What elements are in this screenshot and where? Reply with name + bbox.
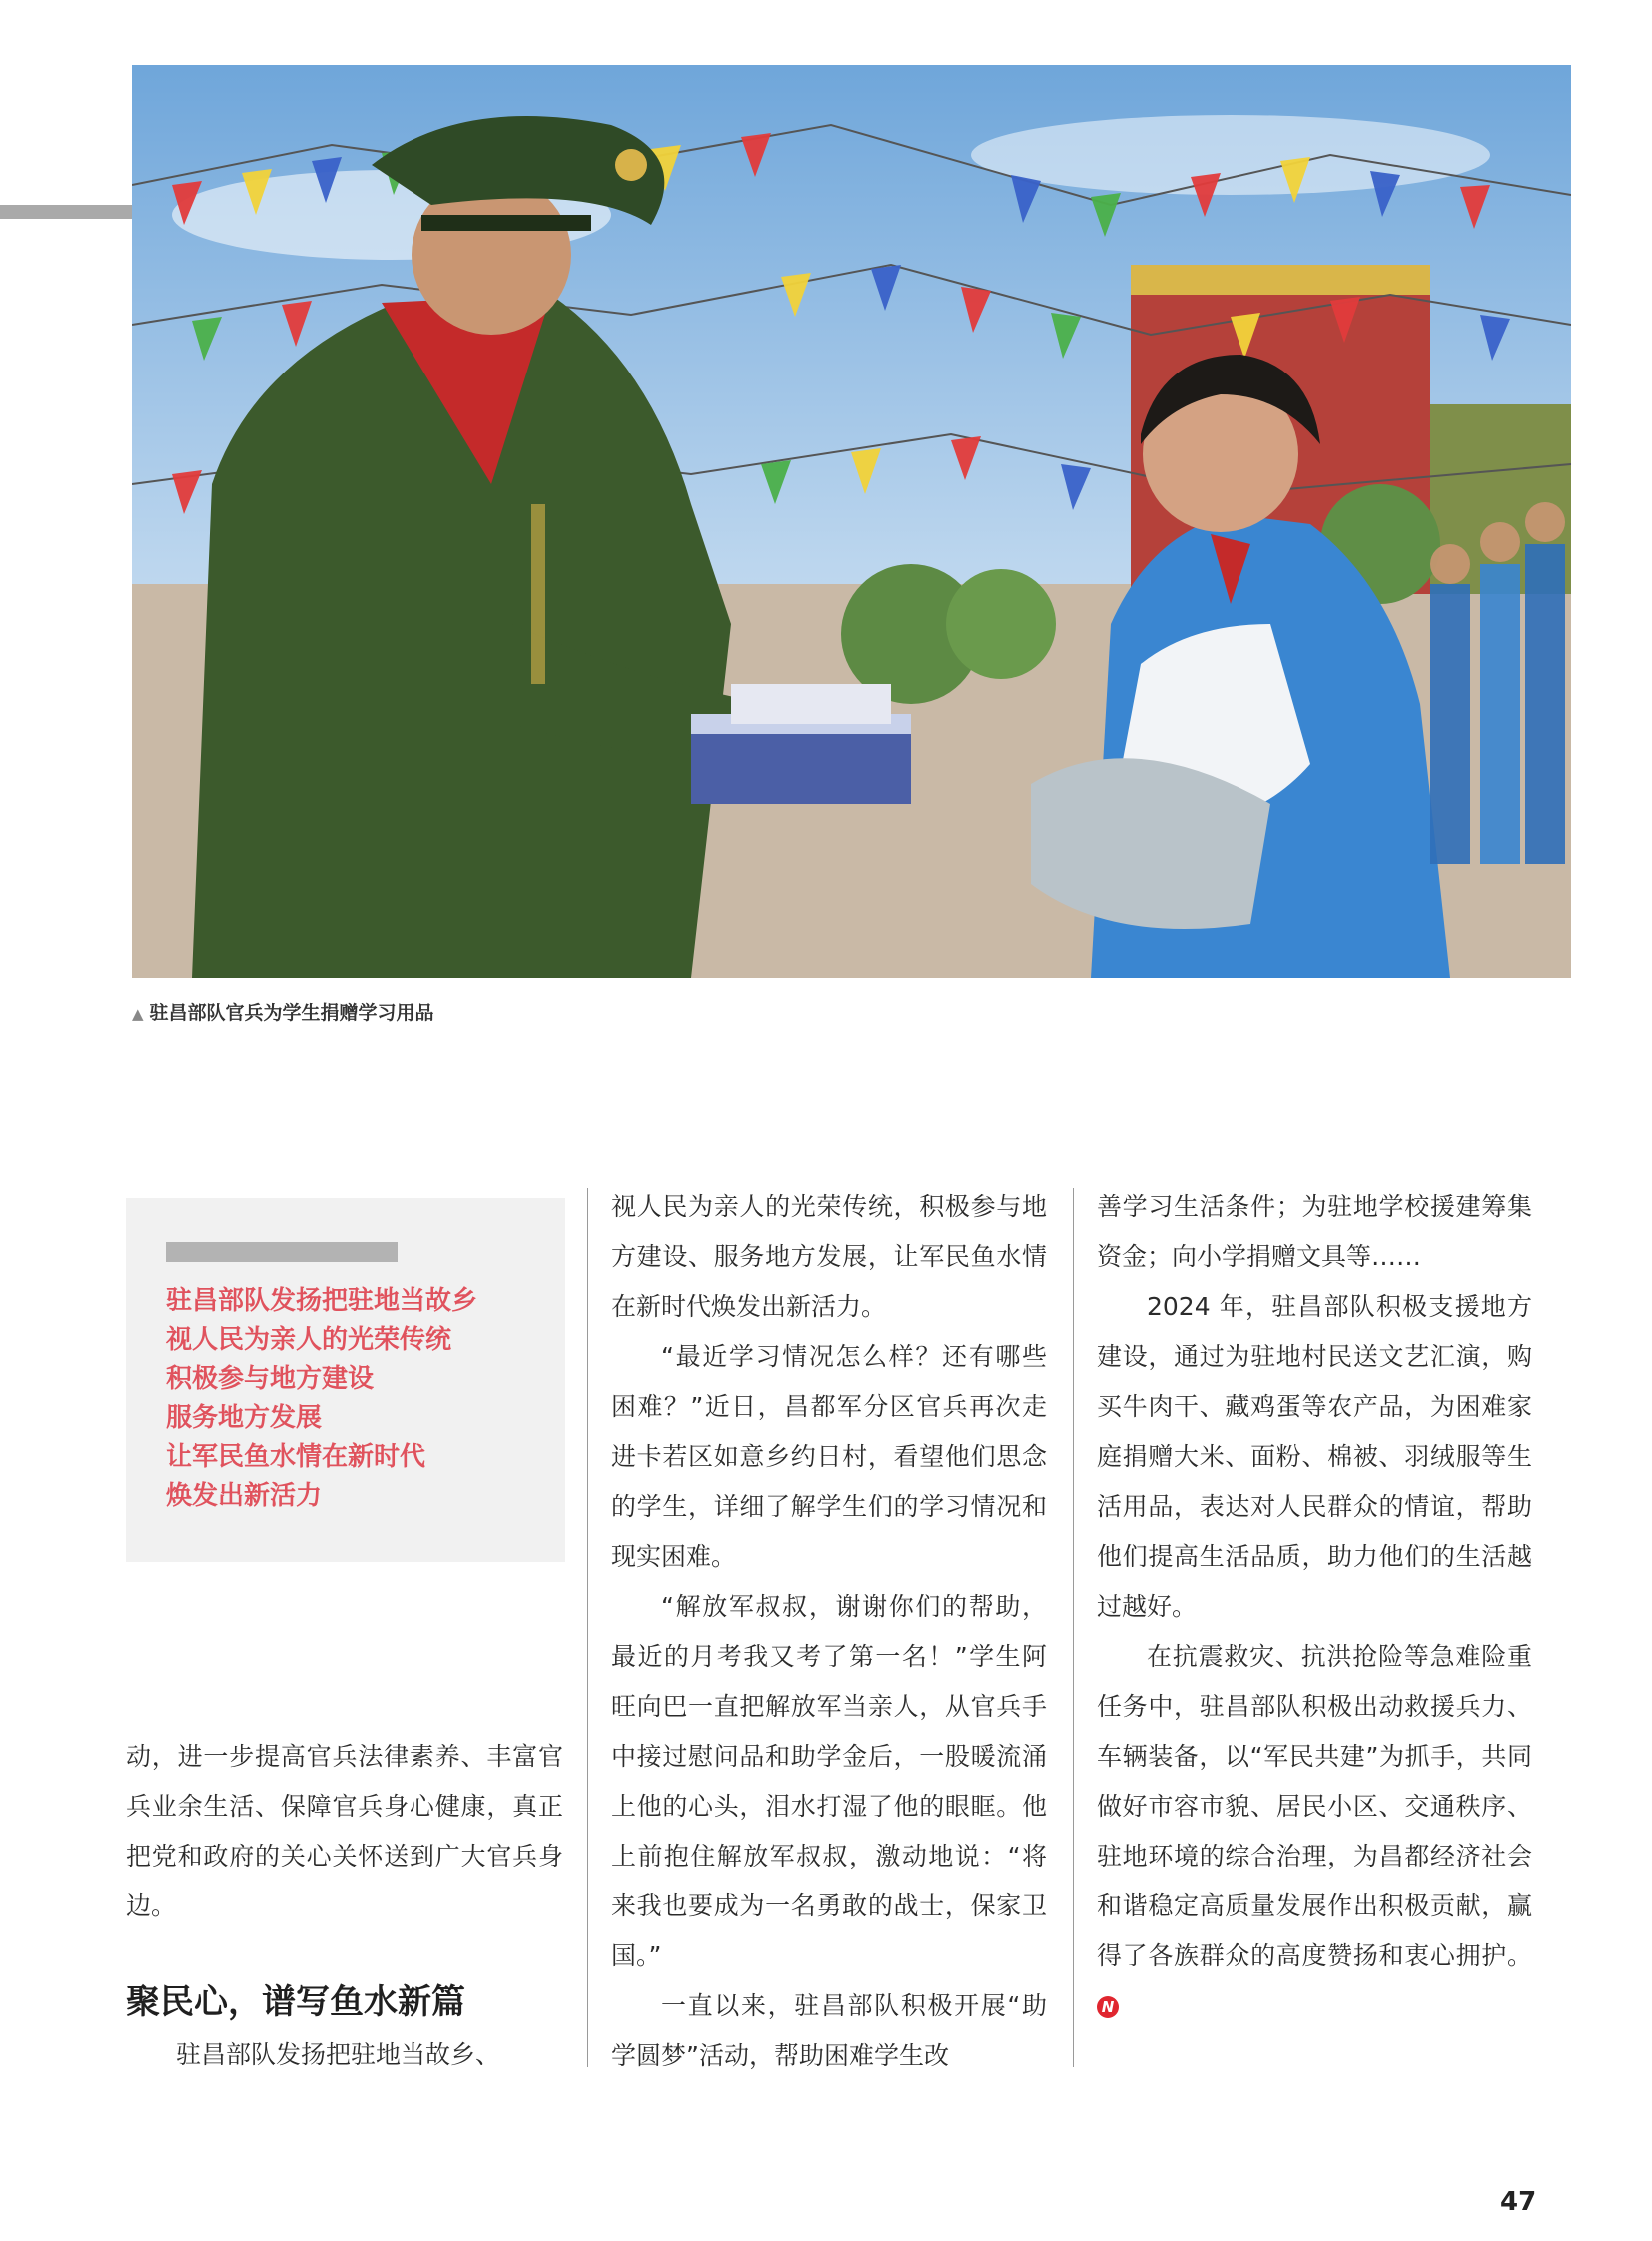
pull-quote-line: 驻昌部队发扬把驻地当故乡 <box>166 1286 478 1316</box>
paragraph: 视人民为亲人的光荣传统，积极参与地方建设、服务地方发展，让军民鱼水情在新时代焕发出新活力。 <box>611 1192 1047 1321</box>
pull-quote-text <box>166 1282 477 1516</box>
article-photo <box>132 65 1571 978</box>
background-students <box>1430 502 1565 864</box>
pull-quote-line: 视人民为亲人的光荣传统 <box>166 1325 452 1355</box>
pull-quote-line: 焕发出新活力 <box>166 1481 323 1511</box>
paragraph <box>1097 1632 1532 2031</box>
pull-quote-line: 服务地方发展 <box>166 1403 323 1433</box>
top-decorative-rule <box>0 205 132 219</box>
section-heading: 聚民心，谱写鱼水新篇 <box>126 1982 465 2022</box>
pull-quote-line: 积极参与地方建设 <box>166 1364 375 1394</box>
paragraph: 一直以来，驻昌部队积极开展“助学圆梦”活动，帮助困难学生改 <box>611 1991 1047 2070</box>
caption-text: 驻昌部队官兵为学生捐赠学习用品 <box>149 1002 434 1024</box>
pull-quote-bar <box>166 1242 398 1262</box>
page-number: 47 <box>1500 2187 1537 2217</box>
photo-caption <box>132 998 434 1025</box>
paragraph: 善学习生活条件；为驻地学校援建筹集资金；向小学捐赠文具等…… <box>1097 1192 1532 1271</box>
column-divider <box>1073 1188 1074 2067</box>
paragraph: 驻昌部队发扬把驻地当故乡、 <box>176 2040 501 2069</box>
column-2 <box>611 1182 1047 2081</box>
paragraph: “解放军叔叔，谢谢你们的帮助，最近的月考我又考了第一名！”学生阿旺向巴一直把解放军当亲人，从官兵手中接过慰问品和助学金后，一股暖流涌上他的心头，泪水打湿了他的眼眶。他上前抱住解放军叔叔，激动地说：“将来我也要成为一名勇敢的战士，保家卫国。” <box>611 1592 1047 1970</box>
column-3 <box>1097 1182 1532 2031</box>
column-1-top <box>126 1732 563 1931</box>
column-divider <box>587 1188 588 2067</box>
paragraph: “最近学习情况怎么样？还有哪些困难？”近日，昌都军分区官兵再次走进卡若区如意乡约日村，看望他们思念的学生，详细了解学生们的学习情况和现实困难。 <box>611 1342 1047 1571</box>
end-mark-icon: N <box>1097 1996 1119 2018</box>
pull-quote-line: 让军民鱼水情在新时代 <box>166 1442 426 1472</box>
column-1-bottom <box>126 2030 563 2080</box>
paragraph: 2024 年，驻昌部队积极支援地方建设，通过为驻地村民送文艺汇演，购买牛肉干、藏鸡蛋等农产品，为困难家庭捐赠大米、面粉、棉被、羽绒服等生活用品，表达对人民群众的情谊，帮助他们提高生活品质，助力他们的生活越过越好。 <box>1097 1292 1532 1621</box>
caption-triangle-icon: ▲ <box>132 1005 144 1023</box>
pull-quote-box <box>126 1198 565 1562</box>
paragraph-text: 在抗震救灾、抗洪抢险等急难险重任务中，驻昌部队积极出动救援兵力、车辆装备，以“军民共建”为抓手，共同做好市容市貌、居民小区、交通秩序、驻地环境的综合治理，为昌都经济社会和谐稳定高质量发展作出积极贡献，赢得了各族群众的高度赞扬和衷心拥护。 <box>1097 1642 1532 1970</box>
paragraph: 动，进一步提高官兵法律素养、丰富官兵业余生活、保障官兵身心健康，真正把党和政府的关心关怀送到广大官兵身边。 <box>126 1742 563 1920</box>
photo-illustration <box>132 65 1571 978</box>
